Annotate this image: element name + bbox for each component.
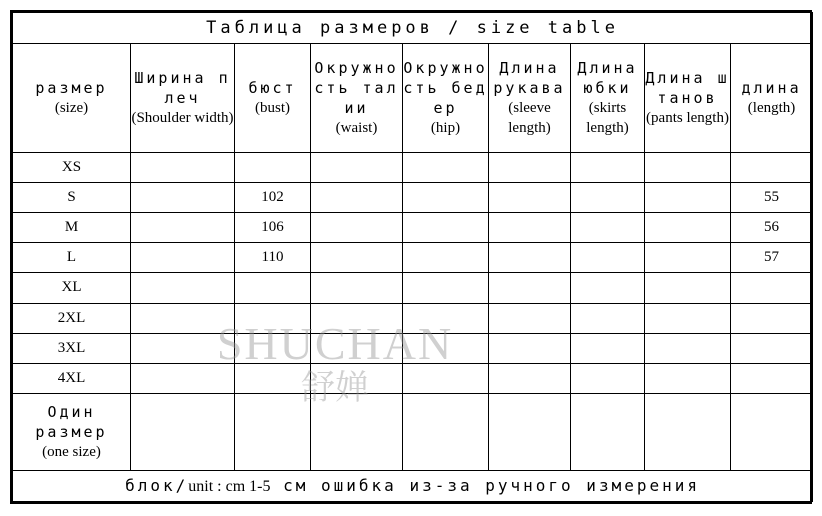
cell-bust — [235, 153, 311, 183]
one-size-en: (one size) — [42, 443, 101, 460]
cell-shoulder — [131, 183, 235, 213]
cell-sleeve — [489, 273, 571, 303]
cell-pants — [645, 363, 731, 393]
table-row — [13, 183, 813, 213]
size-label: 4XL — [13, 363, 131, 393]
table-row — [13, 243, 813, 273]
size-label: S — [13, 183, 131, 213]
column-header-ru: Длина юбки — [577, 59, 638, 98]
cell-bust — [235, 363, 311, 393]
table-title: Таблица размеров / size table — [13, 13, 813, 44]
table-row — [13, 333, 813, 363]
cell-waist — [311, 213, 403, 243]
cell-bust — [235, 333, 311, 363]
column-header — [731, 44, 813, 153]
one-size-cell — [571, 393, 645, 470]
cell-bust: 106 — [235, 213, 311, 243]
one-size-cell — [235, 393, 311, 470]
table-row — [13, 273, 813, 303]
footer-note — [13, 470, 813, 501]
cell-shoulder — [131, 153, 235, 183]
cell-skirt — [571, 273, 645, 303]
cell-hip — [403, 153, 489, 183]
cell-hip — [403, 303, 489, 333]
cell-pants — [645, 273, 731, 303]
one-size-cell — [489, 393, 571, 470]
cell-hip — [403, 363, 489, 393]
column-header-en: (pants length) — [646, 110, 729, 127]
cell-bust: 110 — [235, 243, 311, 273]
cell-shoulder — [131, 273, 235, 303]
cell-skirt — [571, 333, 645, 363]
cell-bust: 102 — [235, 183, 311, 213]
cell-length — [731, 333, 813, 363]
cell-hip — [403, 243, 489, 273]
cell-sleeve — [489, 213, 571, 243]
table-row — [13, 153, 813, 183]
cell-waist — [311, 363, 403, 393]
watermark-en: SHUCHAN — [216, 318, 454, 369]
table-row — [13, 363, 813, 393]
size-label: XL — [13, 273, 131, 303]
cell-sleeve — [489, 333, 571, 363]
column-header — [311, 44, 403, 153]
column-header-ru: Окружность бедер — [403, 59, 488, 118]
column-header-ru: размер — [35, 79, 108, 98]
column-header-en: (length) — [747, 100, 796, 117]
one-size-cell — [645, 393, 731, 470]
cell-pants — [645, 243, 731, 273]
column-header-ru: бюст — [248, 79, 297, 98]
size-table — [12, 12, 813, 502]
column-header-en: (hip) — [430, 120, 461, 137]
cell-length: 56 — [731, 213, 813, 243]
one-size-cell — [403, 393, 489, 470]
column-header-en: (sleeve length) — [508, 100, 551, 137]
column-header — [235, 44, 311, 153]
cell-length — [731, 273, 813, 303]
watermark-cn: 舒婵 — [301, 368, 369, 408]
column-header-ru: Длина штанов — [645, 69, 730, 108]
cell-length — [731, 303, 813, 333]
cell-hip — [403, 213, 489, 243]
cell-shoulder — [131, 213, 235, 243]
column-header — [13, 44, 131, 153]
cell-sleeve — [489, 303, 571, 333]
cell-pants — [645, 303, 731, 333]
column-header-ru: Ширина плеч — [134, 69, 231, 108]
column-header-ru: Длина рукава — [493, 59, 566, 98]
cell-skirt — [571, 153, 645, 183]
cell-waist — [311, 273, 403, 303]
cell-shoulder — [131, 363, 235, 393]
one-size-label — [13, 393, 131, 470]
one-size-ru: Один размер — [35, 402, 108, 441]
size-label: 2XL — [13, 303, 131, 333]
size-label: XS — [13, 153, 131, 183]
column-header-en: (size) — [54, 100, 89, 117]
cell-pants — [645, 333, 731, 363]
cell-sleeve — [489, 183, 571, 213]
table-row — [13, 213, 813, 243]
cell-length — [731, 153, 813, 183]
cell-sleeve — [489, 153, 571, 183]
cell-skirt — [571, 213, 645, 243]
size-label: 3XL — [13, 333, 131, 363]
footer-ru-prefix: блок/ — [125, 475, 189, 495]
footer-unit: unit : cm 1-5 — [188, 477, 271, 495]
cell-waist — [311, 153, 403, 183]
cell-hip — [403, 273, 489, 303]
cell-shoulder — [131, 243, 235, 273]
cell-waist — [311, 333, 403, 363]
cell-waist — [311, 243, 403, 273]
table-row — [13, 303, 813, 333]
size-label: L — [13, 243, 131, 273]
column-header-en: (skirts length) — [586, 100, 629, 137]
cell-length: 55 — [731, 183, 813, 213]
size-label: M — [13, 213, 131, 243]
cell-pants — [645, 153, 731, 183]
cell-skirt — [571, 183, 645, 213]
cell-sleeve — [489, 243, 571, 273]
column-header — [403, 44, 489, 153]
cell-skirt — [571, 303, 645, 333]
cell-skirt — [571, 243, 645, 273]
column-header — [131, 44, 235, 153]
column-header-ru: длина — [741, 79, 802, 98]
header-row — [13, 44, 813, 153]
one-size-cell — [311, 393, 403, 470]
cell-hip — [403, 333, 489, 363]
one-size-cell — [731, 393, 813, 470]
cell-pants — [645, 183, 731, 213]
cell-length: 57 — [731, 243, 813, 273]
column-header — [571, 44, 645, 153]
cell-shoulder — [131, 333, 235, 363]
size-table-sheet — [10, 10, 812, 504]
column-header-en: (waist) — [335, 120, 378, 137]
cell-sleeve — [489, 363, 571, 393]
one-size-cell — [131, 393, 235, 470]
cell-bust — [235, 273, 311, 303]
column-header-en: (Shoulder width) — [131, 110, 234, 127]
cell-hip — [403, 183, 489, 213]
footer-ru-suffix: см ошибка из-за ручного измерения — [270, 475, 700, 495]
cell-length — [731, 363, 813, 393]
cell-waist — [311, 183, 403, 213]
column-header-ru: Окружность талии — [314, 59, 399, 118]
cell-skirt — [571, 363, 645, 393]
cell-waist — [311, 303, 403, 333]
cell-shoulder — [131, 303, 235, 333]
column-header — [645, 44, 731, 153]
cell-pants — [645, 213, 731, 243]
column-header-en: (bust) — [255, 100, 290, 117]
cell-bust — [235, 303, 311, 333]
one-size-row — [13, 393, 813, 470]
column-header — [489, 44, 571, 153]
